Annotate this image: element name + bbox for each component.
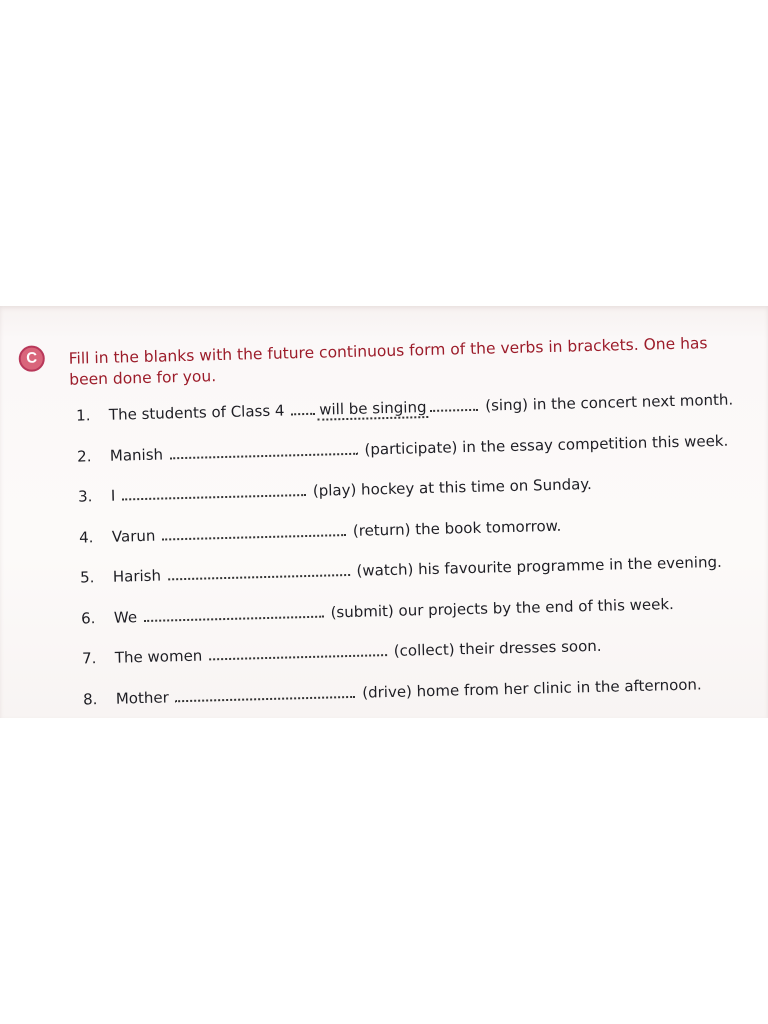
item-subject: I xyxy=(110,486,116,505)
answer-blank[interactable] xyxy=(175,683,355,701)
item-number: 4. xyxy=(78,527,94,547)
item-number: 2. xyxy=(76,446,92,466)
item-subject: Manish xyxy=(109,444,164,465)
item-subject: The students of Class 4 xyxy=(108,401,285,424)
item-number: 5. xyxy=(79,568,95,587)
blank-dots-left xyxy=(291,401,315,416)
item-subject: The women xyxy=(114,646,203,667)
item-verb-clause: (submit) our projects by the end of this week. xyxy=(330,594,675,621)
item-verb-clause: (participate) in the essay competition this week. xyxy=(364,431,729,459)
exercise-badge: C xyxy=(18,345,45,372)
item-verb-clause: (return) the book tomorrow. xyxy=(352,516,562,540)
answer-blank[interactable] xyxy=(144,603,324,621)
item-number: 3. xyxy=(77,487,93,506)
item-subject: Varun xyxy=(111,526,156,546)
item-verb-clause: (drive) home from her clinic in the afternoon. xyxy=(362,674,702,702)
item-answer[interactable]: will be singing xyxy=(317,398,429,421)
answer-blank[interactable] xyxy=(168,562,350,580)
item-subject: We xyxy=(113,607,138,627)
exercise-list xyxy=(76,390,768,731)
item-verb-clause: (collect) their dresses soon. xyxy=(393,636,602,660)
instruction-line-1: Fill in the blanks with the future continuous form of the verbs in brackets. One has xyxy=(68,334,708,368)
item-number: 1. xyxy=(75,406,91,425)
item-subject: Harish xyxy=(112,566,162,586)
item-verb-clause: (sing) in the concert next month. xyxy=(485,390,734,415)
item-verb-clause: (play) hockey at this time on Sunday. xyxy=(312,475,593,500)
item-verb-clause: (watch) his favourite programme in the evening. xyxy=(356,552,722,580)
item-number: 7. xyxy=(81,649,97,668)
blank-dots-right xyxy=(430,397,478,412)
item-subject: Mother xyxy=(115,687,169,708)
answer-blank[interactable] xyxy=(209,642,387,660)
instruction-line-2: been done for you. xyxy=(69,367,217,389)
item-number: 8. xyxy=(82,689,98,709)
item-number: 6. xyxy=(80,608,96,628)
